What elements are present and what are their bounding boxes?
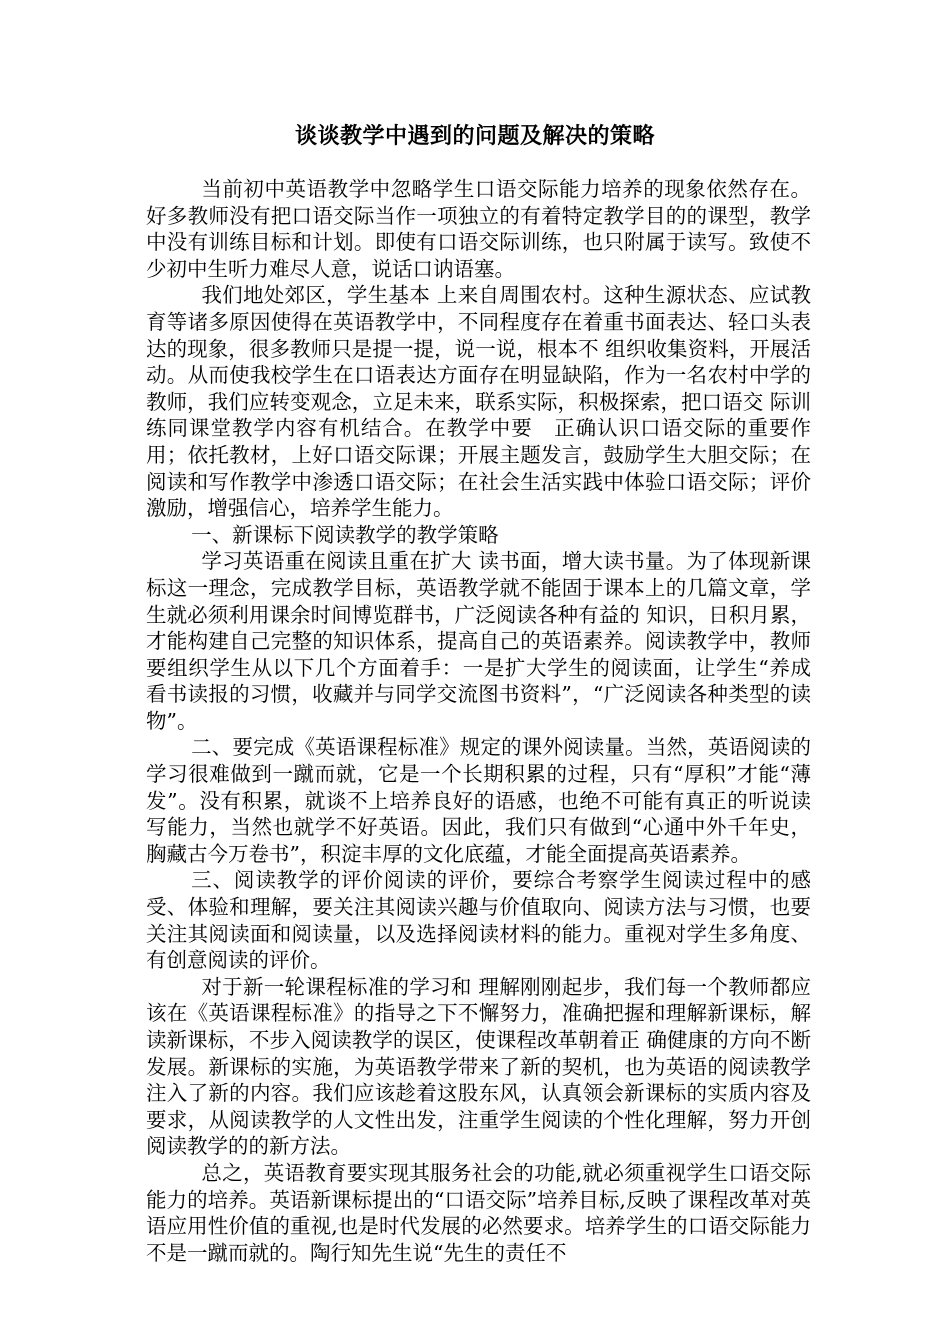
paragraph-2: 我们地处郊区，学生基本 上来自周围农村。这种生源状态、应试教育等诸多原因使得在英语教学中，不同程度存在着重书面表达、轻口头表达的现象，很多教师只是提一提，说一说，根本不 组织收集资料，开展活动。从而使我校学生在口语表达方面存在明显缺陷，作为一名农村中学的教师，我们应转变观念，立足未来，联系实际，积极探索，把口语交 际训练同课堂教学内容有机结合。在教学中要 正确认识口语交际的重要作用；依托教材，上好口语交际课；开展主题发言，鼓励学生大胆交际；在阅读和写作教学中渗透口语交际；在社会生活实践中体验口语交际；评价激励，增强信心，培养学生能力。	[146, 283, 811, 521]
paragraph-1: 当前初中英语教学中忽略学生口语交际能力培养的现象依然存在。好多教师没有把口语交际当作一项独立的有着特定教学目的的课型，教学中没有训练目标和计划。即使有口语交际训练，也只附属于读写。致使不少初中生听力难尽人意，说话口讷语塞。	[146, 177, 811, 281]
paragraph-3: 学习英语重在阅读且重在扩大 读书面，增大读书量。为了体现新课标这一理念，完成教学目标，英语教学就不能固于课本上的几篇文章，学生就必须利用课余时间博览群书，广泛阅读各种有益的 知识，日积月累，才能构建自己完整的知识体系，提高自己的英语素养。阅读教学中，教师要组织学生从以下几个方面着手：一是扩大学生的阅读面，让学生“养成看书读报的习惯，收藏并与同学交流图书资料”，“广泛阅读各种类型的读物”。	[146, 549, 811, 733]
paragraph-5: 三、阅读教学的评价阅读的评价，要综合考察学生阅读过程中的感受、体验和理解，要关注其阅读兴趣与价值取向、阅读方法与习惯，也要关注其阅读面和阅读量，以及选择阅读材料的能力。重视对学生多角度、有创意阅读的评价。	[146, 868, 811, 973]
paragraph-7: 总之，英语教育要实现其服务社会的功能,就必须重视学生口语交际能力的培养。英语新课标提出的“口语交际”培养目标,反映了课程改革对英语应用性价值的重视,也是时代发展的必然要求。培养学生的口语交际能力不是一蹴而就的。陶行知先生说“先生的责任不	[146, 1160, 811, 1265]
document-title: 谈谈教学中遇到的问题及解决的策略	[294, 124, 655, 149]
section-heading-1: 一、新课标下阅读教学的教学策略	[191, 522, 499, 547]
paragraph-6: 对于新一轮课程标准的学习和 理解刚刚起步，我们每一个教师都应该在《英语课程标准》的指导之下不懈努力，准确把握和理解新课标，解读新课标，不步入阅读教学的误区，使课程改革朝着正 确健康的方向不断发展。新课标的实施，为英语教学带来了新的契机，也为英语的阅读教学注入了新的内容。我们应该趁着这股东风，认真领会新课标的实质内容及 要求，从阅读教学的人文性出发，注重学生阅读的个性化理解，努力开创阅读教学的的新方法。	[146, 974, 811, 1159]
document-body	[146, 176, 811, 1266]
paragraph-4: 二、要完成《英语课程标准》规定的课外阅读量。当然，英语阅读的学习很难做到一蹴而就，它是一个长期积累的过程，只有“厚积”才能“薄发”。没有积累，就谈不上培养良好的语感，也绝不可能有真正的听说读写能力，当然也就学不好英语。因此，我们只有做到“心通中外千年史，胸藏古今万卷书”，积淀丰厚的文化底蕴，才能全面提高英语素养。	[146, 735, 811, 866]
